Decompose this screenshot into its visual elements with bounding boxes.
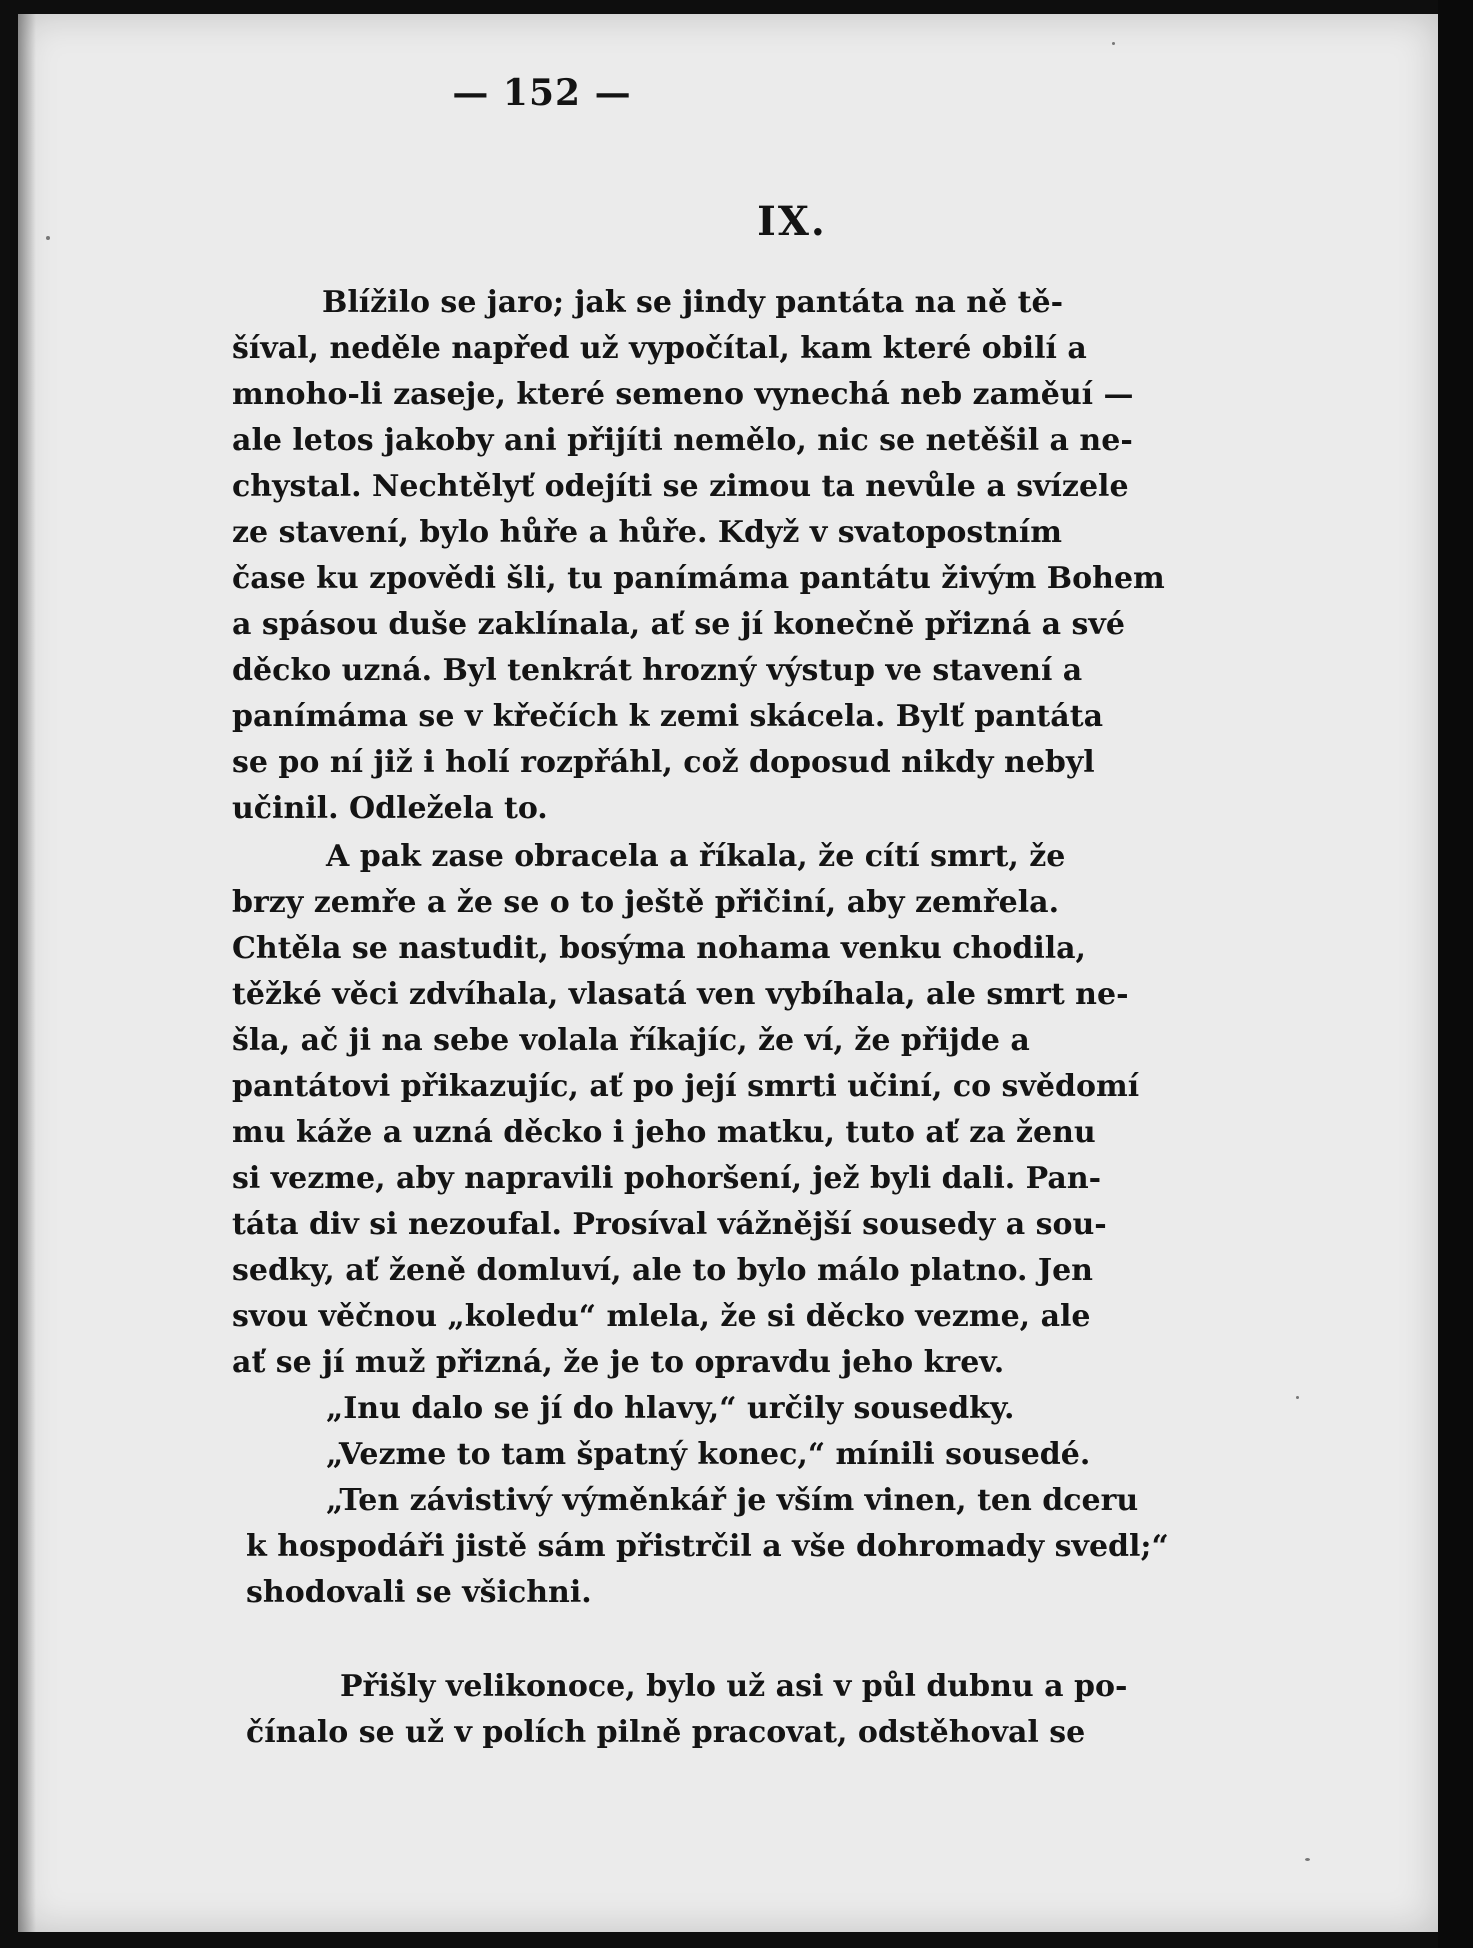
scan-right-border <box>1438 0 1473 1948</box>
text-line: „Vezme to tam špatný konec,“ mínili sousedé. <box>326 1437 1091 1472</box>
text-line: ze stavení, bylo hůře a hůře. Když v svatopostním <box>232 515 1063 550</box>
text-line: panímáma se v křečích k zemi skácela. Bylť pantáta <box>232 699 1104 734</box>
dust-speck <box>1305 1858 1310 1861</box>
scan-left-shadow <box>18 14 36 1932</box>
text-line: mu káže a uzná děcko i jeho matku, tuto ať za ženu <box>232 1115 1096 1150</box>
text-line: chystal. Nechtělyť odejíti se zimou ta nevůle a svízele <box>232 469 1129 504</box>
text-line: šíval, neděle napřed už vypočítal, kam které obilí a <box>232 331 1087 366</box>
text-line: svou věčnou „koledu“ mlela, že si děcko vezme, ale <box>232 1299 1091 1334</box>
text-line: k hospodáři jistě sám přistrčil a vše dohromady svedl;“ <box>246 1529 1169 1564</box>
chapter-heading: IX. <box>757 198 827 245</box>
dust-speck <box>1296 1396 1299 1399</box>
text-line: těžké věci zdvíhala, vlasatá ven vybíhala, ale smrt ne- <box>232 977 1129 1012</box>
text-line: „Ten závistivý výměnkář je vším vinen, ten dceru <box>326 1483 1139 1518</box>
text-line: ať se jí muž přizná, že je to opravdu jeho krev. <box>232 1345 1005 1380</box>
text-line: shodovali se všichni. <box>246 1575 592 1610</box>
text-line: učinil. Odležela to. <box>232 791 548 826</box>
text-line: „Inu dalo se jí do hlavy,“ určily sousedky. <box>326 1391 1015 1426</box>
text-line: mnoho-li zaseje, které semeno vynechá neb zaměuí — <box>232 377 1134 412</box>
page-number: — 152 — <box>452 72 632 114</box>
text-line: brzy zemře a že se o to ještě přičiní, aby zemřela. <box>232 885 1060 920</box>
text-line: A pak zase obracela a říkala, že cítí smrt, že <box>326 839 1066 874</box>
text-line: čase ku zpovědi šli, tu panímáma pantátu živým Bohem <box>232 561 1165 596</box>
text-line: a spásou duše zaklínala, ať se jí konečně přizná a své <box>232 607 1125 642</box>
text-line: děcko uzná. Byl tenkrát hrozný výstup ve stavení a <box>232 653 1083 688</box>
dust-speck <box>1112 42 1115 45</box>
text-line: sedky, ať ženě domluví, ale to bylo málo platno. Jen <box>232 1253 1093 1288</box>
text-line: si vezme, aby napravili pohoršení, jež byli dali. Pan- <box>232 1161 1102 1196</box>
text-line: Přišly velikonoce, bylo už asi v půl dubnu a po- <box>340 1669 1128 1704</box>
text-line: čínalo se už v polích pilně pracovat, odstěhoval se <box>246 1715 1086 1750</box>
text-line: Chtěla se nastudit, bosýma nohama venku chodila, <box>232 931 1087 966</box>
text-line: se po ní již i holí rozpřáhl, což doposud nikdy nebyl <box>232 745 1095 780</box>
text-line: pantátovi přikazujíc, ať po její smrti učiní, co svědomí <box>232 1069 1140 1104</box>
text-line: Blížilo se jaro; jak se jindy pantáta na ně tě- <box>322 285 1064 320</box>
text-line: šla, ač ji na sebe volala říkajíc, že ví, že přijde a <box>232 1023 1030 1058</box>
text-line: táta div si nezoufal. Prosíval vážnější sousedy a sou- <box>232 1207 1107 1242</box>
dust-speck <box>46 236 50 240</box>
text-line: ale letos jakoby ani přijíti nemělo, nic se netěšil a ne- <box>232 423 1133 458</box>
